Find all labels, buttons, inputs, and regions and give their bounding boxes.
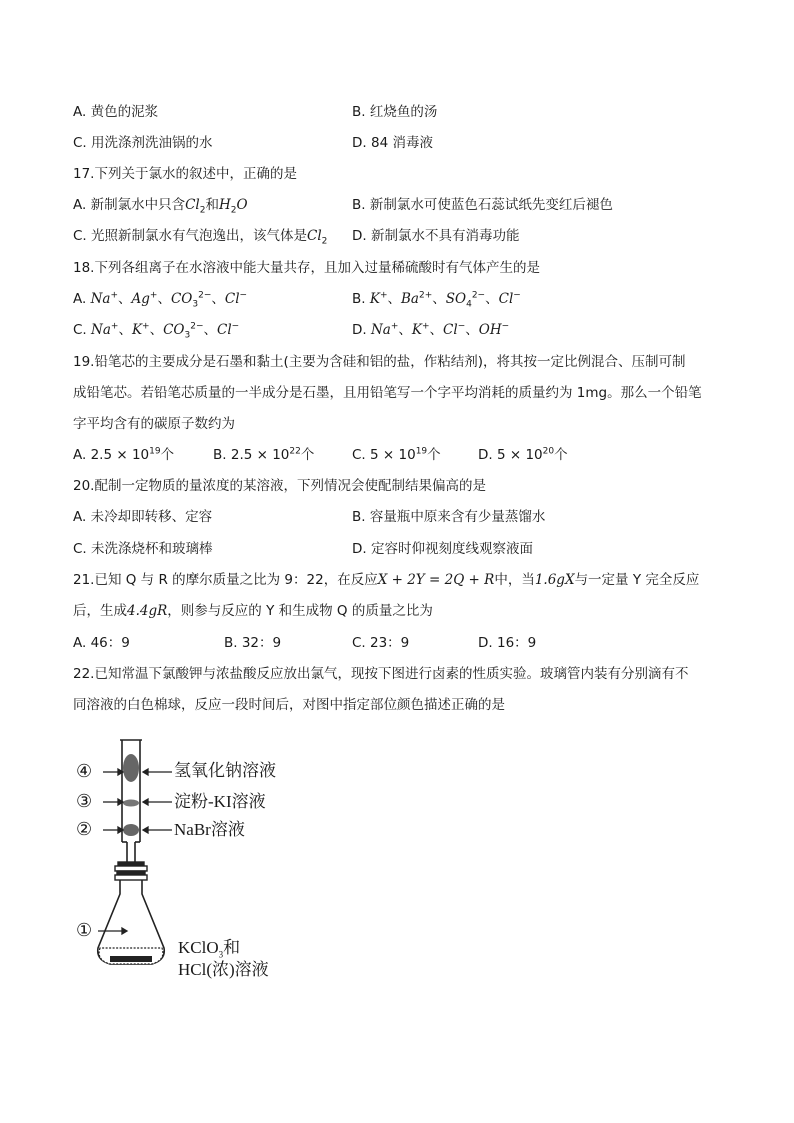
- q21-option-d: D. 16：9: [478, 635, 537, 651]
- q19-c-exp: 19: [415, 446, 428, 457]
- marker-3: ③: [76, 791, 93, 812]
- q18-option-b: B. K+、$Ba^{2+}$、$SO_4^{2-}$、Cl−: [352, 290, 521, 310]
- q17-c-cl: Cl: [307, 228, 322, 244]
- q17-stem: 17.下列关于氯水的叙述中，正确的是: [73, 166, 297, 182]
- q17-option-a: A. 新制氯水中只含$Cl_2$和$H_2O$: [73, 197, 248, 216]
- marker-4: ④: [76, 761, 93, 782]
- q19-b-label: B.: [213, 447, 227, 463]
- q18-stem: 18.下列各组离子在水溶液中能大量共存，且加入过量稀硫酸时有气体产生的是: [73, 260, 540, 276]
- q19-c-unit: 个: [427, 447, 441, 463]
- q20-option-c: C. 未洗涤烧杯和玻璃棒: [73, 541, 213, 557]
- q20-option-a: A. 未冷却即转移、定容: [73, 509, 213, 525]
- q19-line1: 19.铅笔芯的主要成分是石墨和黏土(主要为含硅和铝的盐，作粘结剂)，将其按一定比例混合、压制可制: [73, 354, 686, 370]
- q19-line3: 字平均含有的碳原子数约为: [73, 416, 235, 432]
- q19-d-unit: 个: [554, 447, 568, 463]
- q16-option-d: D. 84 消毒液: [352, 135, 433, 151]
- q17-a-text: A. 新制氯水中只含: [73, 197, 186, 213]
- cotton-ball-3: [123, 800, 139, 807]
- q17-option-c: C. 光照新制氯水有气泡逸出，该气体是$Cl_2$: [73, 228, 328, 247]
- q17-a-o: O: [236, 197, 248, 213]
- q18-c-label: C.: [73, 322, 87, 338]
- q21-option-b: B. 32：9: [224, 635, 282, 651]
- q21-text3: 与一定量 Y 完全反应: [574, 572, 700, 588]
- q21-text2: 中，当: [494, 572, 535, 588]
- q21-mass-r: 4.4gR: [127, 603, 168, 619]
- q21-option-a: A. 46：9: [73, 635, 130, 651]
- q19-line2: 成铅笔芯。若铅笔芯质量的一半成分是石墨，且用铅笔写一个字平均消耗的质量约为 1mg。那么一个铅笔: [73, 385, 702, 401]
- q16-option-b: B. 红烧鱼的汤: [352, 104, 438, 120]
- q17-a-h: H: [218, 197, 231, 213]
- q19-a-unit: 个: [160, 447, 175, 463]
- q21-line1: [73, 570, 699, 590]
- q19-c-value: 5 × 10: [370, 447, 416, 463]
- stopper: [115, 862, 147, 880]
- label-kclo3: [178, 938, 240, 958]
- label-nabr: NaBr溶液: [174, 820, 245, 839]
- q18-b-label: B.: [352, 291, 366, 307]
- label-kclo3-sub: 3: [218, 949, 224, 960]
- q19-b-unit: 个: [300, 447, 315, 463]
- q21-mass-x: 1.6gX: [534, 572, 575, 588]
- q22-line1: 22.已知常温下氯酸钾与浓盐酸反应放出氯气，现按下图进行卤素的性质实验。玻璃管内装有分别滴有不: [73, 666, 689, 682]
- q19-a-exp: 19: [149, 446, 161, 457]
- q16-option-c: C. 用洗涤剂洗油锅的水: [73, 135, 213, 151]
- q20-option-d: D. 定容时仰视刻度线观察液面: [352, 541, 533, 557]
- q19-option-d: [478, 445, 568, 465]
- q19-d-value: 5 × 10: [496, 447, 543, 463]
- q19-option-a: [73, 445, 174, 465]
- q18-option-d: D. Na+、K+、Cl−、OH−: [352, 321, 510, 338]
- q19-b-value: 2.5 × 10: [230, 447, 290, 463]
- q19-c-label: C.: [352, 447, 366, 463]
- q17-a-cl: Cl: [185, 197, 200, 213]
- q19-a-label: A.: [73, 447, 87, 463]
- marker-1: ①: [76, 920, 93, 941]
- q17-option-d: D. 新制氯水不具有消毒功能: [352, 228, 520, 244]
- cotton-ball-4: [123, 754, 139, 782]
- q18-d-label: D.: [352, 322, 367, 338]
- label-starch-ki: 淀粉-KI溶液: [174, 792, 266, 811]
- cotton-ball-2: [123, 824, 139, 836]
- apparatus-diagram: [70, 738, 330, 988]
- q17-c-text: C. 光照新制氯水有气泡逸出，该气体是: [73, 228, 308, 244]
- q17-option-b: B. 新制氯水可使蓝色石蕊试纸先变红后褪色: [352, 197, 613, 213]
- q19-b-exp: 22: [289, 446, 301, 457]
- q19-d-label: D.: [478, 447, 493, 463]
- marker-2: ②: [76, 819, 93, 840]
- label-kclo3-formula: KClO: [178, 938, 219, 957]
- q19-d-exp: 20: [542, 446, 555, 457]
- q18-option-a: A. Na+、Ag+、$CO_3^{2-}$、Cl−: [73, 290, 248, 310]
- q19-option-b: [213, 445, 314, 465]
- q19-a-value: 2.5 × 10: [90, 447, 150, 463]
- q17-a-and: 和: [205, 197, 219, 213]
- q19-option-c: [352, 445, 441, 465]
- q20-option-b: B. 容量瓶中原来含有少量蒸馏水: [352, 509, 546, 525]
- label-kclo3-and: 和: [223, 938, 241, 957]
- q18-option-c: C. Na+、K+、$CO_3^{2-}$、Cl−: [73, 321, 240, 341]
- q18-a-label: A.: [73, 291, 87, 307]
- q22-line2: 同溶液的白色棉球，反应一段时间后，对图中指定部位颜色描述正确的是: [73, 697, 505, 713]
- q20-stem: 20.配制一定物质的量浓度的某溶液，下列情况会使配制结果偏高的是: [73, 478, 486, 494]
- label-hcl: HCl(浓)溶液: [178, 960, 269, 979]
- q21-option-c: C. 23：9: [352, 635, 410, 651]
- q21-text5: ，则参与反应的 Y 和生成物 Q 的质量之比为: [167, 603, 433, 619]
- q16-option-a: A. 黄色的泥浆: [73, 104, 159, 120]
- q21-text4: 后，生成: [73, 603, 127, 619]
- q21-line2: [73, 601, 433, 621]
- q21-text1: 21.已知 Q 与 R 的摩尔质量之比为 9：22，在反应: [73, 572, 378, 588]
- label-naoh: 氢氧化钠溶液: [174, 761, 276, 780]
- flask-solid: [110, 956, 152, 962]
- q21-equation: X + 2Y = 2Q + R: [377, 572, 495, 588]
